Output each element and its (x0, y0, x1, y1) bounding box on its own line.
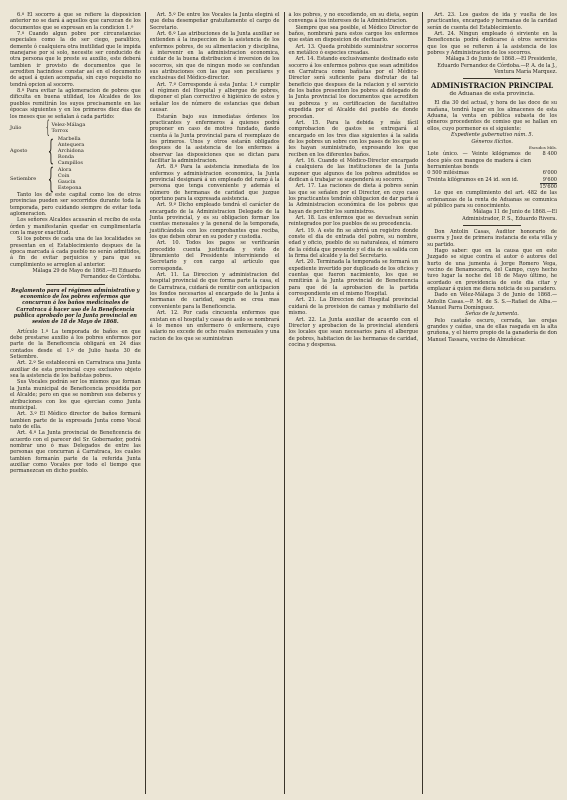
town-list (58, 136, 85, 166)
expediente-subtitle: Géneros ilícitos. (471, 138, 513, 145)
total-row (427, 183, 557, 190)
paragraph: Lo que en cumplimiento del art. 482 de las ordenanzas de la renta de Aduanas se comunica al público para su conocimiento. (427, 190, 557, 209)
paragraph: 6.º El socorro á que se refiere la disposicion anterior no se dará á aquellos que carezcan de los documentos que se expresan en la condicion 1.ª (10, 12, 141, 31)
article: Art. 3.º El Médico director de baños formará tambien parte de la expresada Junta como Vocal nato de ella. (10, 411, 141, 430)
article: Art. 11. La Direccion y administracion del hospital provincial de que forma parte la casa, el de Carratraca, cuidará de remitir con anticipacion los fondos necesarios al encargado de la Junta á hermanas de caridad, según se crea mas conveniente para la Beneficencia. (149, 272, 280, 310)
article: Art. 18. Los enfermos que se devuelvan serán reintegrados por los pueblos de su procedencia. (288, 215, 419, 228)
article: Art. 13. Queda prohibido suministrar socorros en metálico ó especies creadas. (288, 43, 419, 57)
paragraph: Siempre que sea posible, el Médico Director de baños, nombrará para estos cargos los enfermos que están en disposicion de efectuarlo. (288, 24, 419, 44)
town: Estepona (57, 184, 82, 191)
article: Art. 19. A este fin se abrirá un registro donde conste el dia de entrada del pobre, su nombre, edad y oficio, pueblo de su naturaleza, el número de la cédula que presente y el dia de su salida con la firma del alcalde y la del Secretario. (288, 227, 419, 260)
column-4 (422, 12, 561, 794)
article: Art. 2.º Se establecerá en Carratraca una Junta auxiliar de esta provincial cuyo exclusivo objeto sea la asistencia de los bañistas pobres. (10, 360, 141, 380)
paragraph: El dia 30 del actual, y hora de las doce de su mañana, tendrá lugar en los almacenes de esta Aduana, la venta en pública subasta de los géneros procedentes de comiso que se hallan en ellos, cuyo pormenor es el siguiente: (427, 100, 557, 132)
article: Art. 14. Estando exclusivamente destinado este socorro á los enfermos pobres que sean admitidos en Carratraca como bañistas por el Médico-Director será suficiente para disfrutar de tal beneficio que despues de la relacion y el servicio de los baños presenten los pobres al delegado de la Junta provincial los documentos que acrediten su pobreza y su certificacion de facultativo expedida por el Alcalde del pueblo de donde procedan. (288, 56, 419, 120)
article: Art. 4.º La Junta provincial de Beneficencia de acuerdo con el parecer del Sr. Gobernador, podrá nombrar uno ó mas Delegados de entre las personas que concurran á Carratraca, los cuales tambien formarán parte de la referida Junta auxiliar como Vocales por todo el tiempo que permanezcan en dicho pueblo. (10, 430, 141, 475)
signature: Málaga 11 de Junio de 1868.—El Administrador, P. S., Eduardo Rivera. (462, 209, 557, 222)
signature: Málaga 3 de Junio de 1868.—El Presidente, Eduardo Fernandez de Córdoba.—P. A. de la J., Ventura María Marquez. (437, 56, 557, 76)
paragraph: Don Antolin Casas, Auditor honorario de guerra y Juez de primera instancia de esta villa y su partido. (427, 228, 557, 248)
paragraph: Los señores Alcaldes acusarán el recibo de esta órden y manifestarán quedar en cumplimentarla con la mayor exactitud. (10, 217, 141, 236)
schedule-agosto (10, 133, 141, 167)
town: Gaucin (57, 178, 76, 185)
price-row (427, 151, 557, 170)
regulation-title: Reglamento para el régimen administrativo y economico de los pobres enfermos que concurran á los baños medicinales de Carratraca á hacer uso de la Beneficencia publica aprobado por la Junta provincial en sesion de 18 de Mayo de 1868. (11, 287, 140, 326)
town: Archidona (57, 147, 84, 154)
article: Art. 12. Por cada cincuenta enfermos que existan en el hospital y casas de asilo se nombrará á lo menos un enfermero ó enfermera, cuyo salario no excede de ocho reales mensuales y una racion de los que se suministran (149, 310, 280, 342)
section-heading: ADMINISTRACION PRINCIPAL (431, 81, 554, 91)
town-list (58, 167, 82, 191)
divider (46, 284, 105, 285)
town: Alora (57, 166, 72, 173)
item-description: Lote único. — Veinte kilógramos de doce piés con mangos de madera á cien herramientas bonds (427, 151, 532, 170)
article: Art. 21. La Direccion del Hospital provincial cuidará de la provision de camas y mobiliario del mismo. (288, 297, 419, 317)
article: Art. 17. Las raciones de dieta á pobres serán las que se señalen por el Director, en cuyo caso los practicantes tendrán obligacion de dar parte á la Administracion económica de los pobres que hayan de percibir los suministros. (288, 183, 419, 215)
paragraph: á los pobres, y no excediendo, en su dieta, según convenga á los intereses de la Administracion. (288, 12, 419, 25)
town: Velez-Málaga (51, 121, 86, 128)
schedule-julio (10, 116, 141, 138)
item-value: 8 400 (542, 151, 557, 158)
article: Art. 23. Los gastos de ida y vuelta de los practicantes, encargado y hermanas de la caridad serán de cuenta del Establecimiento. (427, 12, 557, 31)
paragraph: Hago saber: que en la causa que en este Juzgado se sigue contra el autor ó autores del hurto de una jumenta á Jorge Romero Vega, vecino de Benamocarra, del Campo, cuyo hecho tuvo lugar la noche del 18 de Mayo último, he acordado en providencia de este dia citar y emplazar á quien me diera noticia de su paradero. (427, 248, 557, 293)
divider (463, 78, 521, 79)
town: Campillos (57, 159, 83, 166)
town: Antequera (57, 141, 85, 148)
column-1 (6, 12, 145, 794)
article: Art. 7.º Corresponde á esta Junta: 1.º cumplir el régimen del Hospital y albergue de pobres, disponer el plan correctivo é higiénico de estos y señalar los de número de estancias que deban causar. (149, 81, 280, 114)
column-3 (284, 12, 423, 794)
item-value: 9'600 (542, 176, 557, 183)
town-list (51, 122, 85, 134)
town: Torrox (51, 127, 69, 134)
section-subheading: Señas de la jumenta. (465, 311, 519, 318)
total-value: 15'600 (539, 183, 557, 190)
article: Art. 16. Cuando el Médico-Director encargado á cualquiera de las instituciones de la Junta suponer que algunos de los pobres admitidos se dedican á trabajar se suspenderá su socorro. (288, 157, 419, 183)
article: Art. 5.º De entre los Vocales la Junta elegirá el que deba desempeñar gratuitamente el cargo de Secretario. (149, 12, 280, 31)
article: Sus Vocales podrán ser los mismos que forman la Junta municipal de Beneficencia presidida por el Alcalde; pero en que se nombren sus deberes y atribuciones con los que ejercian como Junta municipal. (10, 379, 141, 411)
item-description: 0 500 milésimas (427, 170, 469, 177)
month-label: Setiembre (10, 175, 37, 182)
brace-icon: { (47, 133, 55, 167)
town: Marbella (57, 135, 81, 142)
town: Ronda (57, 153, 75, 160)
paragraph: Tanto los de este capital como los de otros provincias pueden ser socorridos durante toda la temporada, pero cuidando siempre de evitar toda aglomeracion. (10, 191, 141, 217)
article: Art. 8.º Para la asistencia inmediata de los enfermos y administracion economica, la Junta provincial designará á un empleado del ramo á la persona que tenga conveniente y además el número de hermanas de caridad que juzgue oportuno para la expresada asistencia. (149, 164, 280, 202)
article: Art. 24. Ningun empleado ó sirviente en la Beneficencia podrá dedicarse á otros servicios que los que se refieren á la asistencia de los pobres y Administracion de los socorros. (427, 31, 557, 57)
paragraph: Pelo castaño oscuro, cerrada, las orejas grandes y caídas, una de ellas rasgada en la alta gruñona, y el hierro propio de la ganadería de don Manuel Tassara, vecino de Almuñécar. (427, 317, 557, 343)
brace-icon: { (47, 161, 55, 195)
signature: Málaga 29 de Mayo de 1868.—El Eduardo Fernandez de Córdoba. (32, 267, 141, 281)
article: Art. 20. Terminada la temporada se formará un expediente invertido por duplicado de los oficios y cuentas que fueron nacimiento, los que se remitirán á la Junta provincial de Beneficencia para que dé la aprobacion de la partida correspondiente en el mismo Hospital. (288, 259, 419, 298)
paragraph: 7.º Cuando algun pobre por circunstancias especiales como la de ser ciego, paralítico, demente ó cualquiera otra inutilidad que le impida manejarse por sí solo, necesite ser conducido de otra persona que le preste su auxilio, este deberá tambien ir provisto de documentos que le acrediten hacindose constar así en el documento de aquel á quien acompaña, sin cuyo requisito no tendrá opcion al socorro. (10, 31, 141, 88)
month-label: Agosto (10, 147, 28, 154)
divider (463, 225, 521, 226)
column-2 (145, 12, 284, 794)
article: Art. 9.º Dicho empleado tendrá el carácter de encargado de la Administracion Delegado de la Junta provincial, y es su obligacion formar los cuentas mensuales y la general de la temporada, justificándola con los comprobantes que reciba, los que deben obrar en su poder y custodia. (149, 202, 280, 241)
item-description: Treinta kilógramos en 24 id. son id. (427, 176, 519, 183)
article: Art. 6.º Las atribuciones de la Junta auxiliar se extienden á la inspeccion de la asistencia de los enfermos pobres, de su alimentacion y disciplina, á intervenir en la administracion economica, cuidar de la buena distribucion é inversion de los socorros, sin que de ningun modo se confundan sus atribuciones con las que son peculiares y exclusivas del Médico-director. (149, 31, 280, 82)
article: Art. 22. La Junta auxiliar de acuerdo con el Director y aprobacion de la provincial atenderá los locales que sean necesarios para el albergue de pobres, habitacion de las hermanas de caridad, cocina y despensa. (288, 316, 419, 348)
paragraph: Si los pobres de cada una de las localidades se presentan en el Establecimiento despues de la época marcada á cada pueblo no serán admitidos, á fin de evitar perjuicios y para que su cumplimiento se arreglen al anterior. (10, 236, 141, 268)
month-label: Julio (10, 124, 22, 131)
column-header: Escudos Mils. (528, 144, 557, 150)
paragraph: Dado en Vélez-Málaga 3 de Junio de 1868.—Antolin Casas.—P. M. de S. S.—Rafael de Alba.—Manuel Parra Domínguez. (427, 292, 557, 312)
paragraph: 8.º Para evitar la aglomeracion de pobres que dificulta en buena utilidad, los Alcaldes de los pueblos remitirán los suyos precisamente en las épocas siguientes y en los primeros diez dias de los meses que se señalan á cada partido: (10, 88, 141, 120)
article: Art. 15. Para la debida y más fácil comprobacion de gastos se entregará al encargado en los tres dias siguientes á la salida de los pobres un sobre con los pases de los que se les hayan suministrado, expresando los que reciben en los diferentes baños. (288, 119, 419, 158)
article: Artículo 1.º La temporada de baños en que debe prestarse auxilio á los pobres enfermos por parte de la Beneficencia obligará en 24 días contados desde el 1.º de Julio hasta 30 de Setiembre. (10, 328, 141, 361)
expediente-title: Expediente gubernativo núm. 5. (450, 132, 534, 139)
brace-icon: { (45, 116, 50, 138)
section-subheading: de Aduanas de esta provincia. (449, 91, 535, 98)
town: Coin (57, 172, 70, 179)
item-value: 6'000 (542, 170, 557, 177)
article: Estarán bajo sus inmediatas órdenes los practicantes y enfermeros á quienes podrá proponer en caso de motivo fundado, dando cuenta á la Junta provincial para el reemplazo de los primeros. Unos y otros estarán obligados despues de la asistencia de los enfermos á observar las disposiciones que se dictan para facilitar la administracion. (149, 113, 280, 164)
article: Art. 10. Todos los pagos se verificarán precedido cuenta justificada y visto de libramiento del Presidente interviniendo el Secretario y con cargo al artículo que corresponda. (149, 240, 280, 272)
